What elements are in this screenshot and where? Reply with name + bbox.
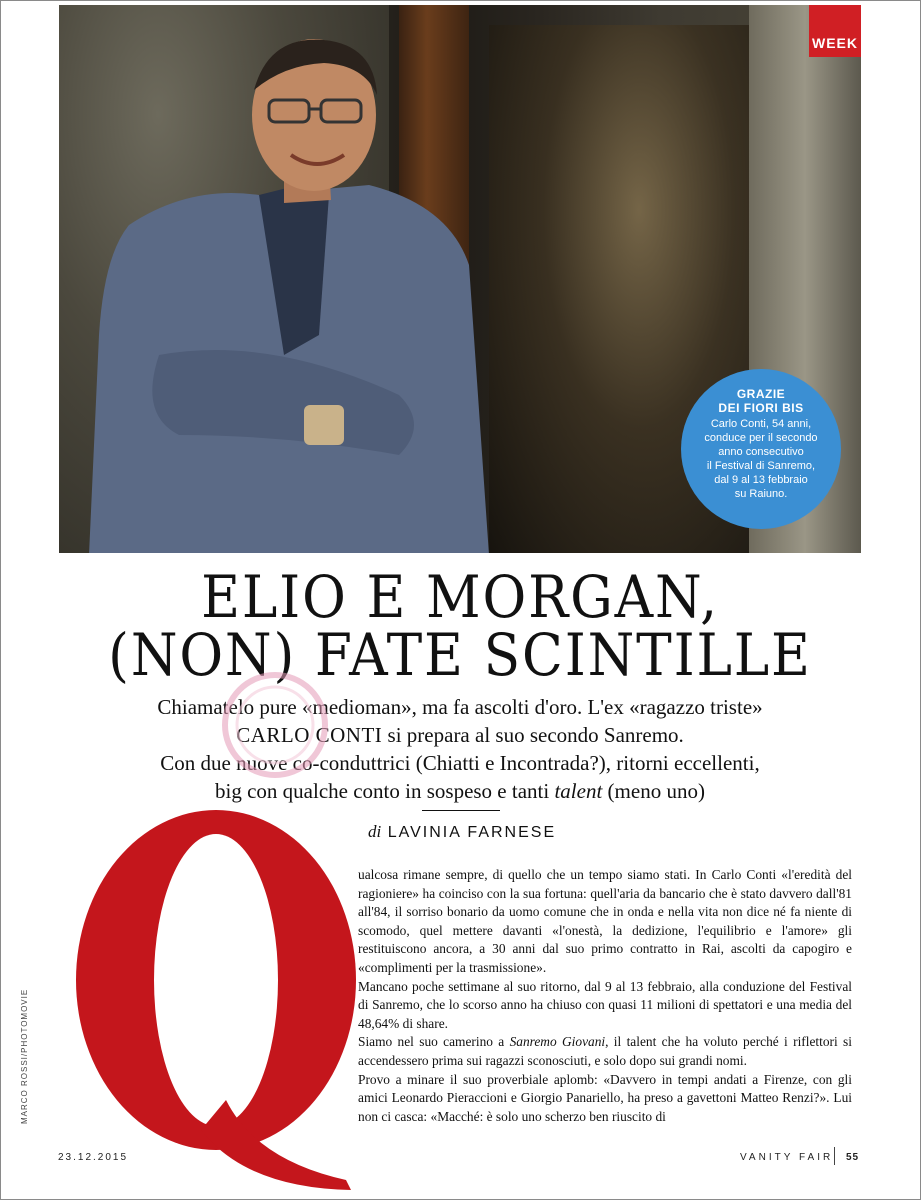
article-deck bbox=[60, 693, 860, 805]
caption-title-line2: DEI FIORI BIS bbox=[718, 401, 804, 415]
body-paragraph: ualcosa rimane sempre, di quello che un tempo siamo stati. In Carlo Conti «l'eredità del ragioniere» ha coinciso con la sua fortuna: quell'aria da bancario che è stato davvero dall'81 all'84, il sorriso bonario da uomo comune che in onda e nella vita non dice né fa niente di scomodo, quel mettere davanti «l'onestà, la dedizione, l'equilibrio e l'amore» gli restituiscono ancora, a 30 anni dal suo primo contratto in Rai, ascolti da capogiro e «complimenti per la trasmissione». bbox=[358, 867, 852, 975]
byline bbox=[368, 822, 556, 842]
para3-start: Siamo nel suo camerino a bbox=[358, 1034, 510, 1050]
byline-prefix: di bbox=[368, 822, 382, 841]
caption-line: su Raiuno. bbox=[734, 488, 788, 500]
deck-line4-end: (meno uno) bbox=[602, 779, 705, 803]
footer-date: 23.12.2015 bbox=[58, 1152, 129, 1163]
headline-line1: ELIO E MORGAN, bbox=[201, 563, 719, 631]
body-paragraph bbox=[358, 1033, 852, 1070]
dropcap-q bbox=[66, 800, 366, 1190]
footer-separator bbox=[834, 1147, 835, 1165]
caption-line: Carlo Conti, 54 anni, bbox=[710, 418, 812, 430]
para3-end: , il talent che ha voluto perché i riflettori si accendessero prima sui ragazzi sconosciuti, e solo dopo sui grandi nomi. bbox=[358, 1034, 852, 1068]
headline-line2: (NON) FATE SCINTILLE bbox=[108, 621, 812, 689]
byline-author: LAVINIA FARNESE bbox=[387, 824, 557, 841]
photo-credit: MARCO ROSSI/PHOTOMOVIE bbox=[20, 988, 29, 1124]
deck-line2-rest: si prepara al suo secondo Sanremo. bbox=[382, 723, 684, 747]
deck-name-caps: CARLO CONTI bbox=[236, 723, 383, 747]
caption-body bbox=[681, 417, 841, 501]
article-body bbox=[358, 866, 852, 1126]
byline-rule bbox=[422, 810, 500, 811]
caption-title-line1: GRAZIE bbox=[736, 387, 786, 401]
deck-line1: Chiamatelo pure «medioman», ma fa ascolti d'oro. L'ex «ragazzo triste» bbox=[157, 695, 763, 719]
caption-line: il Festival di Sanremo, bbox=[706, 460, 816, 472]
caption-line: dal 9 al 13 febbraio bbox=[714, 474, 808, 486]
para3-italic: Sanremo Giovani bbox=[509, 1034, 606, 1050]
footer-page-number: 55 bbox=[846, 1152, 860, 1163]
footer-magazine: VANITY FAIR bbox=[740, 1152, 834, 1163]
deck-line2 bbox=[60, 721, 860, 749]
deck-line4-italic: talent bbox=[554, 779, 603, 803]
deck-line4-start: big con qualche conto in sospeso e tanti bbox=[215, 779, 555, 803]
body-paragraph: Mancano poche settimane al suo ritorno, dal 9 al 13 febbraio, alla conduzione del Festival di Sanremo, che lo scorso anno ha chiuso con quasi 11 milioni di spettatori e una media del 48,64% di share. bbox=[358, 978, 852, 1031]
caption-line: anno consecutivo bbox=[718, 446, 804, 458]
body-paragraph: Provo a minare il suo proverbiale aplomb: «Davvero in tempi andati a Firenze, con gli amici Leonardo Pieraccioni e Giorgio Panariello, ha preso a gavettoni Matteo Renzi?». Lui non ci casca: «Macché: è solo uno scherzo ben riuscito di bbox=[358, 1071, 852, 1124]
section-tab-week: WEEK bbox=[809, 5, 861, 57]
portrait-figure bbox=[69, 35, 509, 553]
caption-line: conduce per il secondo bbox=[704, 432, 818, 444]
photo-caption-badge bbox=[681, 369, 841, 529]
article-headline bbox=[92, 563, 828, 689]
deck-line3: Con due nuove co-conduttrici (Chiatti e Incontrada?), ritorni eccellenti, bbox=[160, 751, 760, 775]
watermark-logo bbox=[215, 665, 335, 785]
